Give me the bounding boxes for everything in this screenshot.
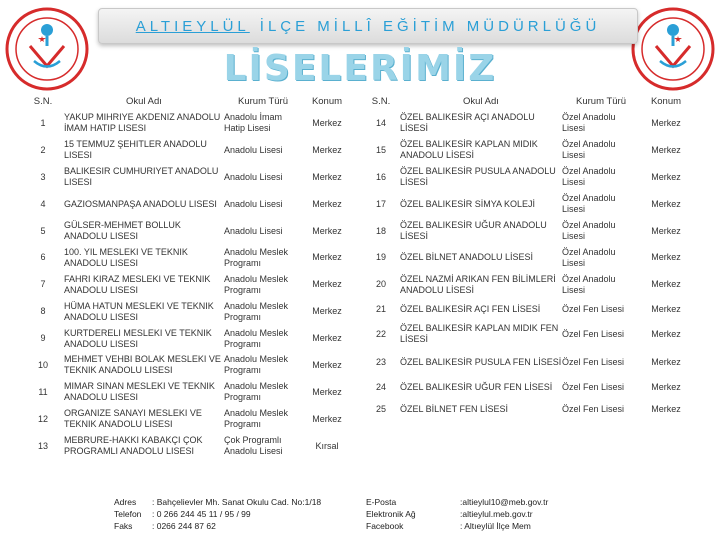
table-row [22, 433, 352, 460]
school-name-cell: MEHMET VEHBI BOLAK MESLEKI VE TEKNIK ANADOLU LISESI [64, 354, 221, 376]
table-row [22, 379, 352, 406]
sn-cell: 9 [40, 333, 46, 344]
facebook-line [366, 520, 548, 532]
school-name-cell: HÜMA HATUN MESLEKI VE TEKNIK ANADOLU LISESI [64, 300, 214, 322]
institution-type-cell: Özel Fen Lisesi [562, 356, 625, 367]
table-row [362, 164, 692, 191]
institution-type-cell: Anadolu Meslek Programı [224, 408, 289, 430]
table-row [22, 164, 352, 191]
institution-type-cell: Özel Fen Lisesi [562, 303, 625, 314]
school-name-cell: ÖZEL NAZMİ ARIKAN FEN BİLİMLERİ ANADOLU LİSESİ [400, 273, 556, 295]
location-cell: Merkez [312, 279, 342, 290]
email-label: E-Posta [366, 497, 397, 507]
email-line [366, 496, 548, 508]
website-line [366, 508, 548, 520]
school-name-cell: ÖZEL BALIKESİR SİMYA KOLEJİ [400, 198, 536, 209]
website-label: Elektronik Ağ [366, 509, 416, 519]
school-name-cell: GAZIOSMANPAŞA ANADOLU LISESI [64, 198, 217, 209]
institution-type-cell: Anadolu Lisesi [224, 171, 283, 182]
sn-cell: 1 [40, 117, 46, 128]
column-header-okul: Okul Adı [126, 95, 162, 107]
table-row [362, 137, 692, 164]
column-header-sn: S.N. [371, 95, 391, 107]
location-cell: Merkez [651, 328, 681, 339]
location-cell: Merkez [651, 117, 681, 128]
table-row [22, 298, 352, 325]
banner-district: ALTIEYLÜL [135, 17, 250, 35]
institution-type-cell: Anadolu Lisesi [224, 225, 283, 236]
school-name-cell: ÖZEL BALIKESİR UĞUR FEN LİSESİ [400, 381, 553, 392]
table-row [362, 298, 692, 320]
column-header-tur: Kurum Türü [238, 95, 288, 107]
table-row [22, 110, 352, 137]
location-cell: Merkez [312, 144, 342, 155]
school-name-cell: MIMAR SINAN MESLEKI VE TEKNIK ANADOLU LISESI [64, 381, 215, 403]
column-header-tur: Kurum Türü [576, 95, 626, 107]
sn-cell: 10 [37, 359, 48, 370]
institution-type-cell: Anadolu Meslek Programı [224, 246, 289, 268]
table-row [362, 110, 692, 137]
institution-type-cell: Özel Anadolu Lisesi [562, 193, 616, 215]
sn-cell: 15 [375, 144, 386, 155]
sn-cell: 11 [38, 386, 48, 397]
location-cell: Merkez [312, 306, 342, 317]
email-value[interactable]: :altieylul10@meb.gov.tr [460, 497, 549, 507]
institution-type-cell: Anadolu Meslek Programı [224, 327, 289, 349]
institution-type-cell: Özel Anadolu Lisesi [562, 139, 616, 161]
institution-type-cell: Anadolu Meslek Programı [224, 273, 289, 295]
fax-label: Faks [114, 521, 133, 531]
sn-cell: 5 [40, 225, 46, 236]
contact-block [114, 496, 321, 532]
location-cell: Merkez [651, 225, 681, 236]
location-cell: Merkez [651, 303, 681, 314]
column-header-okul: Okul Adı [463, 95, 499, 107]
table-row [22, 137, 352, 164]
phone-line [114, 508, 321, 520]
location-cell: Merkez [312, 413, 342, 424]
school-name-cell: ÖZEL BALIKESİR KAPLAN MIDIK ANADOLU LİSESİ [400, 139, 538, 161]
column-header-konum: Konum [311, 95, 343, 107]
table-row [362, 398, 692, 420]
school-name-cell: ÖZEL BALIKESİR KAPLAN MIDIK FEN LİSESİ [400, 323, 559, 345]
table-row [22, 218, 352, 245]
location-cell: Merkez [312, 333, 342, 344]
sn-cell: 2 [40, 144, 46, 155]
institution-type-cell: Özel Anadolu Lisesi [562, 112, 616, 134]
schools-table-right [362, 92, 692, 420]
facebook-label: Facebook [366, 521, 404, 531]
school-name-cell: GÜLSER-MEHMET BOLLUK ANADOLU LISESI [64, 220, 181, 241]
institution-type-cell: Özel Fen Lisesi [562, 403, 625, 414]
institution-type-cell: Anadolu Meslek Programı [224, 381, 289, 403]
address-value: : Bahçelievler Mh. Sanat Okulu Cad. No:1/18 [152, 497, 322, 507]
header-banner [98, 8, 638, 44]
school-name-cell: 15 TEMMUZ ŞEHITLER ANADOLU LISESI [64, 139, 207, 161]
fax-value: : 0266 244 87 62 [152, 521, 216, 531]
table-row [362, 348, 692, 376]
banner-directorate: İLÇE MİLLÎ EĞİTİM MÜDÜRLÜĞÜ [259, 17, 601, 35]
table-body-right [362, 110, 692, 420]
location-cell: Merkez [312, 252, 342, 263]
location-cell: Merkez [651, 279, 681, 290]
sn-cell: 4 [40, 198, 46, 209]
table-row [362, 218, 692, 245]
institution-type-cell: Özel Fen Lisesi [562, 328, 625, 339]
school-name-cell: ÖZEL BİLNET FEN LİSESİ [400, 403, 509, 414]
table-row [362, 320, 692, 348]
table-body-left [22, 110, 352, 460]
institution-type-cell: Çok Programlı Anadolu Lisesi [224, 435, 283, 457]
school-name-cell: YAKUP MIHRIYE AKDENIZ ANADOLU İMAM HATIP LISESI [64, 112, 221, 134]
sn-cell: 6 [40, 252, 46, 263]
school-name-cell: BALIKESIR CUMHURIYET ANADOLU LISESI [64, 166, 219, 188]
school-name-cell: ÖZEL BALIKESİR AÇI FEN LİSESİ [400, 303, 541, 314]
table-row [362, 376, 692, 398]
sn-cell: 19 [375, 252, 386, 263]
school-name-cell: 100. YIL MESLEKI VE TEKNIK ANADOLU LISESI [64, 246, 188, 268]
sn-cell: 17 [375, 198, 386, 209]
column-header-sn: S.N. [33, 95, 53, 107]
sn-cell: 20 [375, 279, 386, 290]
sn-cell: 25 [375, 403, 386, 414]
location-cell: Merkez [651, 171, 681, 182]
institution-type-cell: Anadolu Lisesi [224, 198, 283, 209]
school-name-cell: ÖZEL BALIKESİR UĞUR ANADOLU LİSESİ [400, 220, 547, 241]
sn-cell: 21 [375, 303, 386, 314]
school-name-cell: FAHRI KIRAZ MESLEKI VE TEKNIK ANADOLU LISESI [64, 273, 211, 295]
location-cell: Merkez [651, 403, 681, 414]
address-label: Adres [114, 497, 137, 507]
school-name-cell: ÖZEL BALIKESİR PUSULA FEN LİSESİ [400, 356, 562, 367]
table-row [22, 271, 352, 298]
fax-line [114, 520, 321, 532]
phone-value: : 0 266 244 45 11 / 95 / 99 [152, 509, 251, 519]
sn-cell: 14 [375, 117, 386, 128]
institution-type-cell: Anadolu Lisesi [224, 144, 283, 155]
location-cell: Merkez [312, 117, 342, 128]
sn-cell: 16 [375, 171, 386, 182]
institution-type-cell: Özel Anadolu Lisesi [562, 246, 616, 268]
location-cell: Merkez [312, 359, 342, 370]
sn-cell: 13 [37, 440, 48, 451]
institution-type-cell: Anadolu Meslek Programı [224, 300, 289, 322]
institution-type-cell: Özel Anadolu Lisesi [562, 273, 616, 295]
website-value[interactable]: :altieylul.meb.gov.tr [460, 509, 533, 519]
sn-cell: 3 [40, 171, 46, 182]
location-cell: Merkez [651, 144, 681, 155]
location-cell: Merkez [312, 171, 342, 182]
page-title: LİSELERİMİZ [223, 48, 497, 89]
location-cell: Merkez [651, 252, 681, 263]
address-line [114, 496, 321, 508]
school-name-cell: ÖZEL BALIKESİR PUSULA ANADOLU LİSESİ [400, 166, 556, 188]
location-cell: Merkez [312, 198, 342, 209]
online-contact-block [366, 496, 548, 532]
sn-cell: 24 [375, 381, 386, 392]
table-row [362, 244, 692, 271]
school-name-cell: KURTDERELI MESLEKI VE TEKNIK ANADOLU LISESI [64, 327, 212, 349]
sn-cell: 7 [40, 279, 46, 290]
location-cell: Merkez [651, 381, 681, 392]
institution-type-cell: Özel Anadolu Lisesi [562, 220, 616, 241]
location-cell: Merkez [312, 386, 342, 397]
phone-label: Telefon [114, 509, 142, 519]
table-row [22, 406, 352, 433]
column-header-konum: Konum [650, 95, 682, 107]
table-row [22, 352, 352, 379]
school-name-cell: ORGANIZE SANAYI MESLEKI VE TEKNIK ANADOLU LISESI [64, 408, 202, 430]
school-name-cell: MEBRURE-HAKKI KABAKÇI ÇOK PROGRAMLI ANADOLU LISESI [64, 435, 203, 457]
school-name-cell: ÖZEL BİLNET ANADOLU LİSESİ [400, 252, 534, 263]
location-cell: Merkez [651, 198, 681, 209]
sn-cell: 18 [375, 225, 386, 236]
institution-type-cell: Anadolu Meslek Programı [224, 354, 289, 376]
table-row [22, 325, 352, 352]
table-row [22, 244, 352, 271]
location-cell: Kırsal [315, 440, 339, 451]
location-cell: Merkez [651, 356, 681, 367]
location-cell: Merkez [312, 225, 342, 236]
schools-table-left [22, 92, 352, 460]
sn-cell: 12 [37, 413, 48, 424]
facebook-value[interactable]: : Altıeylül İlçe Mem [460, 521, 531, 531]
table-row [362, 271, 692, 298]
institution-type-cell: Anadolu İmam Hatip Lisesi [224, 112, 283, 134]
school-name-cell: ÖZEL BALIKESİR AÇI ANADOLU LİSESİ [400, 112, 535, 134]
sn-cell: 8 [40, 306, 46, 317]
sn-cell: 22 [375, 328, 386, 339]
table-row [362, 191, 692, 218]
institution-type-cell: Özel Anadolu Lisesi [562, 166, 616, 188]
sn-cell: 23 [375, 356, 386, 367]
institution-type-cell: Özel Fen Lisesi [562, 381, 625, 392]
table-row [22, 191, 352, 218]
